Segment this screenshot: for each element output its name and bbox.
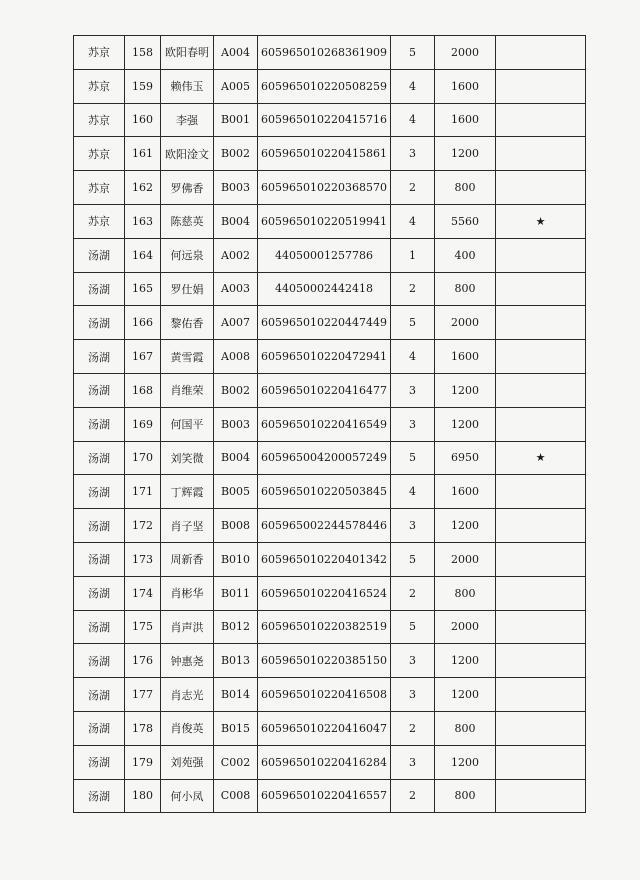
name-cell: 周新香 [161,542,214,576]
account-cell: 605965010220415861 [258,137,391,171]
table-row [74,441,586,475]
note-cell [496,509,586,543]
note-cell [496,340,586,374]
count-cell: 4 [391,204,435,238]
account-cell: 44050002442418 [258,272,391,306]
amount-cell: 400 [435,238,496,272]
account-cell: 605965010220416557 [258,779,391,813]
account-cell: 605965010220416508 [258,678,391,712]
count-cell: 2 [391,272,435,306]
name-cell: 肖维荣 [161,373,214,407]
name-cell: 肖声洪 [161,610,214,644]
table-row [74,407,586,441]
count-cell: 2 [391,711,435,745]
area-cell: 汤湖 [74,373,125,407]
code-cell: B003 [214,407,258,441]
account-cell: 605965010220508259 [258,69,391,103]
count-cell: 5 [391,542,435,576]
table-row [74,509,586,543]
count-cell: 3 [391,509,435,543]
number-cell: 158 [125,36,161,70]
table-row [74,542,586,576]
number-cell: 175 [125,610,161,644]
number-cell: 164 [125,238,161,272]
account-cell: 605965010220447449 [258,306,391,340]
table-row [74,576,586,610]
name-cell: 李强 [161,103,214,137]
account-cell: 605965010268361909 [258,36,391,70]
note-cell [496,576,586,610]
code-cell: B010 [214,542,258,576]
account-cell: 44050001257786 [258,238,391,272]
amount-cell: 800 [435,576,496,610]
table-row [74,475,586,509]
table-row [74,36,586,70]
table-row [74,238,586,272]
amount-cell: 800 [435,779,496,813]
account-cell: 605965010220368570 [258,171,391,205]
number-cell: 177 [125,678,161,712]
table-row [74,711,586,745]
count-cell: 3 [391,644,435,678]
table-row [74,272,586,306]
number-cell: 170 [125,441,161,475]
area-cell: 汤湖 [74,306,125,340]
table-row [74,69,586,103]
number-cell: 179 [125,745,161,779]
area-cell: 汤湖 [74,711,125,745]
note-cell [496,238,586,272]
code-cell: A008 [214,340,258,374]
area-cell: 汤湖 [74,340,125,374]
count-cell: 4 [391,340,435,374]
count-cell: 2 [391,171,435,205]
amount-cell: 5560 [435,204,496,238]
area-cell: 苏京 [74,171,125,205]
amount-cell: 2000 [435,306,496,340]
amount-cell: 1200 [435,509,496,543]
area-cell: 苏京 [74,69,125,103]
name-cell: 欧阳春明 [161,36,214,70]
name-cell: 肖俊英 [161,711,214,745]
note-cell [496,678,586,712]
count-cell: 5 [391,610,435,644]
number-cell: 165 [125,272,161,306]
code-cell: A007 [214,306,258,340]
code-cell: B004 [214,441,258,475]
amount-cell: 2000 [435,542,496,576]
count-cell: 2 [391,779,435,813]
name-cell: 肖彬华 [161,576,214,610]
amount-cell: 1600 [435,103,496,137]
table-row [74,644,586,678]
count-cell: 1 [391,238,435,272]
name-cell: 钟惠尧 [161,644,214,678]
code-cell: C008 [214,779,258,813]
code-cell: A004 [214,36,258,70]
note-cell [496,272,586,306]
note-cell [496,644,586,678]
number-cell: 166 [125,306,161,340]
amount-cell: 800 [435,272,496,306]
account-cell: 605965010220416477 [258,373,391,407]
note-cell [496,407,586,441]
star-mark: ★ [496,441,586,475]
table-row [74,678,586,712]
account-cell: 605965010220401342 [258,542,391,576]
roster-table [73,35,586,813]
amount-cell: 1600 [435,69,496,103]
amount-cell: 1200 [435,407,496,441]
table-row [74,779,586,813]
code-cell: B002 [214,137,258,171]
code-cell: A002 [214,238,258,272]
name-cell: 丁辉霞 [161,475,214,509]
account-cell: 605965004200057249 [258,441,391,475]
number-cell: 176 [125,644,161,678]
code-cell: B003 [214,171,258,205]
number-cell: 180 [125,779,161,813]
amount-cell: 6950 [435,441,496,475]
area-cell: 汤湖 [74,441,125,475]
amount-cell: 2000 [435,36,496,70]
area-cell: 汤湖 [74,610,125,644]
note-cell [496,779,586,813]
number-cell: 173 [125,542,161,576]
name-cell: 何国平 [161,407,214,441]
name-cell: 刘苑强 [161,745,214,779]
note-cell [496,475,586,509]
code-cell: A005 [214,69,258,103]
code-cell: B005 [214,475,258,509]
number-cell: 159 [125,69,161,103]
note-cell [496,745,586,779]
table-row [74,306,586,340]
note-cell [496,610,586,644]
table-row [74,340,586,374]
area-cell: 汤湖 [74,475,125,509]
note-cell [496,711,586,745]
code-cell: A003 [214,272,258,306]
amount-cell: 1600 [435,475,496,509]
note-cell [496,542,586,576]
name-cell: 何远泉 [161,238,214,272]
code-cell: B011 [214,576,258,610]
account-cell: 605965002244578446 [258,509,391,543]
number-cell: 161 [125,137,161,171]
count-cell: 3 [391,137,435,171]
account-cell: 605965010220503845 [258,475,391,509]
name-cell: 罗佛香 [161,171,214,205]
count-cell: 2 [391,576,435,610]
number-cell: 163 [125,204,161,238]
number-cell: 160 [125,103,161,137]
star-mark: ★ [496,204,586,238]
amount-cell: 1200 [435,373,496,407]
area-cell: 汤湖 [74,542,125,576]
account-cell: 605965010220472941 [258,340,391,374]
area-cell: 汤湖 [74,644,125,678]
area-cell: 汤湖 [74,407,125,441]
name-cell: 何小凤 [161,779,214,813]
area-cell: 苏京 [74,103,125,137]
count-cell: 3 [391,745,435,779]
area-cell: 汤湖 [74,745,125,779]
name-cell: 陈慈英 [161,204,214,238]
count-cell: 5 [391,36,435,70]
table-row [74,610,586,644]
name-cell: 黎佑香 [161,306,214,340]
name-cell: 欧阳淦文 [161,137,214,171]
count-cell: 5 [391,441,435,475]
note-cell [496,69,586,103]
name-cell: 赖伟玉 [161,69,214,103]
amount-cell: 1200 [435,137,496,171]
account-cell: 605965010220382519 [258,610,391,644]
amount-cell: 1600 [435,340,496,374]
name-cell: 肖子坚 [161,509,214,543]
number-cell: 174 [125,576,161,610]
amount-cell: 1200 [435,644,496,678]
roster-table-body [74,36,586,813]
area-cell: 苏京 [74,204,125,238]
table-row [74,103,586,137]
code-cell: B008 [214,509,258,543]
number-cell: 169 [125,407,161,441]
table-row [74,204,586,238]
number-cell: 167 [125,340,161,374]
number-cell: 162 [125,171,161,205]
note-cell [496,306,586,340]
count-cell: 4 [391,103,435,137]
account-cell: 605965010220416549 [258,407,391,441]
amount-cell: 1200 [435,745,496,779]
table-row [74,745,586,779]
table-row [74,137,586,171]
code-cell: B013 [214,644,258,678]
table-row [74,373,586,407]
count-cell: 4 [391,475,435,509]
code-cell: B014 [214,678,258,712]
amount-cell: 1200 [435,678,496,712]
count-cell: 3 [391,678,435,712]
amount-cell: 800 [435,171,496,205]
note-cell [496,36,586,70]
area-cell: 汤湖 [74,272,125,306]
note-cell [496,373,586,407]
account-cell: 605965010220385150 [258,644,391,678]
area-cell: 汤湖 [74,238,125,272]
number-cell: 171 [125,475,161,509]
code-cell: B004 [214,204,258,238]
count-cell: 4 [391,69,435,103]
area-cell: 苏京 [74,137,125,171]
note-cell [496,171,586,205]
code-cell: C002 [214,745,258,779]
number-cell: 168 [125,373,161,407]
number-cell: 172 [125,509,161,543]
note-cell [496,103,586,137]
area-cell: 苏京 [74,36,125,70]
account-cell: 605965010220519941 [258,204,391,238]
name-cell: 罗仕娟 [161,272,214,306]
count-cell: 3 [391,373,435,407]
area-cell: 汤湖 [74,509,125,543]
amount-cell: 800 [435,711,496,745]
count-cell: 3 [391,407,435,441]
code-cell: B012 [214,610,258,644]
area-cell: 汤湖 [74,678,125,712]
account-cell: 605965010220415716 [258,103,391,137]
account-cell: 605965010220416047 [258,711,391,745]
name-cell: 刘笑微 [161,441,214,475]
area-cell: 汤湖 [74,576,125,610]
count-cell: 5 [391,306,435,340]
area-cell: 汤湖 [74,779,125,813]
code-cell: B001 [214,103,258,137]
table-row [74,171,586,205]
name-cell: 肖志光 [161,678,214,712]
note-cell [496,137,586,171]
amount-cell: 2000 [435,610,496,644]
name-cell: 黄雪霞 [161,340,214,374]
account-cell: 605965010220416284 [258,745,391,779]
number-cell: 178 [125,711,161,745]
account-cell: 605965010220416524 [258,576,391,610]
code-cell: B015 [214,711,258,745]
code-cell: B002 [214,373,258,407]
